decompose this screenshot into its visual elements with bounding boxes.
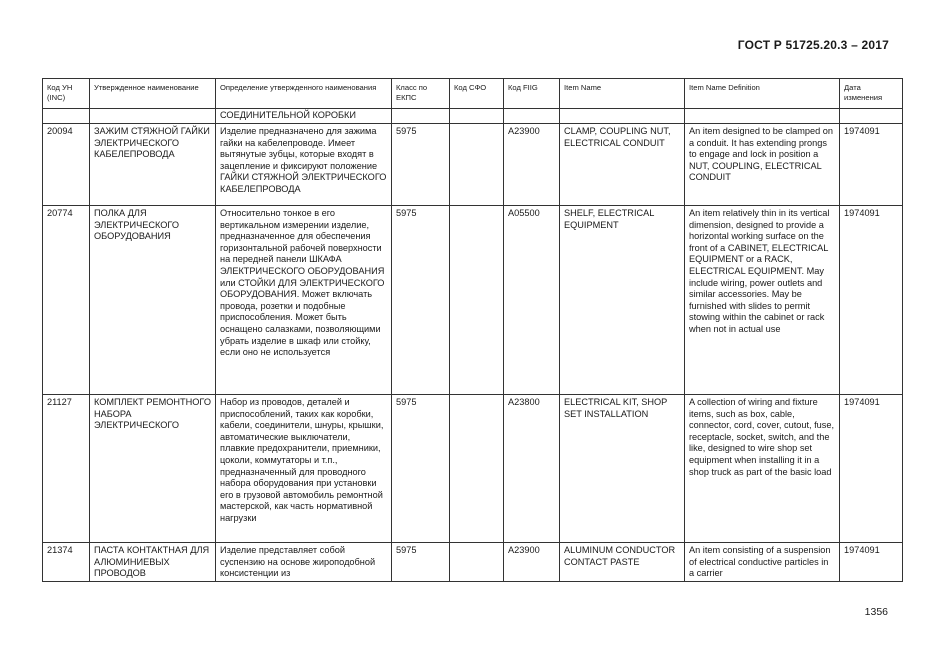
cell-item-definition: An item consisting of a suspension of electrical conductive particles in a carrier bbox=[685, 543, 840, 582]
cell-item-definition: An item designed to be clamped on a conduit. It has extending prongs to engage and lock in position a NUT, COUPLING, ELECTRICAL CONDUIT bbox=[685, 124, 840, 206]
document-standard-id: ГОСТ Р 51725.20.3 – 2017 bbox=[737, 38, 889, 52]
cell-item-name: ALUMINUM CONDUCTOR CONTACT PASTE bbox=[560, 543, 685, 582]
cell-empty bbox=[392, 109, 450, 124]
cell-empty bbox=[504, 109, 560, 124]
cell-fiig: A23900 bbox=[504, 124, 560, 206]
cell-fiig: A05500 bbox=[504, 206, 560, 395]
cell-empty bbox=[43, 109, 90, 124]
cell-empty bbox=[685, 109, 840, 124]
cell-date: 1974091 bbox=[840, 543, 903, 582]
cell-name: ПАСТА КОНТАКТНАЯ ДЛЯ АЛЮМИНИЕВЫХ ПРОВОДОВ bbox=[90, 543, 216, 582]
cell-name: КОМПЛЕКТ РЕМОНТНОГО НАБОРА ЭЛЕКТРИЧЕСКОГО bbox=[90, 395, 216, 543]
col-header-definition: Определение утвержденного наименования bbox=[216, 79, 392, 109]
col-header-date: Дата изменения bbox=[840, 79, 903, 109]
cell-definition: Изделие предназначено для зажима гайки на кабелепроводе. Имеет вытянутые зубцы, которые входят в зацепление и фиксируют положение ГАЙКИ СТЯЖНОЙ ЭЛЕКТРИЧЕСКОГО КАБЕЛЕПРОВОДА bbox=[216, 124, 392, 206]
cell-item-name: CLAMP, COUPLING NUT, ELECTRICAL CONDUIT bbox=[560, 124, 685, 206]
table-row bbox=[43, 543, 903, 582]
cell-date: 1974091 bbox=[840, 395, 903, 543]
cell-item-definition: A collection of wiring and fixture items, such as box, cable, connector, cord, cover, cutout, fuse, receptacle, socket, switch, and the like, designed to wire shop set equipment when installing it in a shop truck as part of the basic load bbox=[685, 395, 840, 543]
cell-item-name: SHELF, ELECTRICAL EQUIPMENT bbox=[560, 206, 685, 395]
cell-empty bbox=[90, 109, 216, 124]
cell-definition: Изделие представляет собой суспензию на основе жироподобной консистенции из bbox=[216, 543, 392, 582]
cell-fiig: A23900 bbox=[504, 543, 560, 582]
cell-sfo bbox=[450, 543, 504, 582]
cell-inc: 20094 bbox=[43, 124, 90, 206]
cell-item-name: ELECTRICAL KIT, SHOP SET INSTALLATION bbox=[560, 395, 685, 543]
cell-class: 5975 bbox=[392, 543, 450, 582]
cell-class: 5975 bbox=[392, 206, 450, 395]
cell-sfo bbox=[450, 395, 504, 543]
col-header-inc: Код УН (INC) bbox=[43, 79, 90, 109]
cell-inc: 21374 bbox=[43, 543, 90, 582]
continuation-row bbox=[43, 109, 903, 124]
cell-definition: Набор из проводов, деталей и приспособлений, таких как коробки, кабели, соединители, шнуры, крышки, автоматические выключатели, плавкие предохранители, приемники, цоколи, коммутаторы и т.п., предназначенный для проводного набора оборудования при установки его в грузовой автомобиль ремонтной мастерской, как часть нормативной нагрузки bbox=[216, 395, 392, 543]
page-number: 1356 bbox=[864, 606, 888, 618]
table-row bbox=[43, 206, 903, 395]
table-header-row bbox=[43, 79, 903, 109]
cell-empty bbox=[560, 109, 685, 124]
cell-inc: 21127 bbox=[43, 395, 90, 543]
cell-empty bbox=[450, 109, 504, 124]
cell-class: 5975 bbox=[392, 395, 450, 543]
table-row bbox=[43, 124, 903, 206]
continuation-text: СОЕДИНИТЕЛЬНОЙ КОРОБКИ bbox=[216, 109, 392, 124]
cell-definition: Относительно тонкое в его вертикальном измерении изделие, предназначенное для обеспечения горизонтальной рабочей поверхности на передней панели ШКАФА ЭЛЕКТРИЧЕСКОГО ОБОРУДОВАНИЯ или СТОЙКИ ДЛЯ ЭЛЕКТРИЧЕСКОГО ОБОРУДОВАНИЯ. Может включать провода, розетки и подобные приспособления. Может быть оснащено салазками, позволяющими убрать изделие в шкаф или стойку, если оно не используется bbox=[216, 206, 392, 395]
cell-date: 1974091 bbox=[840, 206, 903, 395]
classifier-table bbox=[42, 78, 903, 582]
cell-sfo bbox=[450, 206, 504, 395]
col-header-class: Класс по ЕКПС bbox=[392, 79, 450, 109]
col-header-fiig: Код FIIG bbox=[504, 79, 560, 109]
cell-fiig: A23800 bbox=[504, 395, 560, 543]
cell-name: ЗАЖИМ СТЯЖНОЙ ГАЙКИ ЭЛЕКТРИЧЕСКОГО КАБЕЛЕПРОВОДА bbox=[90, 124, 216, 206]
col-header-item-name: Item Name bbox=[560, 79, 685, 109]
cell-inc: 20774 bbox=[43, 206, 90, 395]
col-header-item-definition: Item Name Definition bbox=[685, 79, 840, 109]
table-row bbox=[43, 395, 903, 543]
col-header-name: Утвержденное наименование bbox=[90, 79, 216, 109]
cell-sfo bbox=[450, 124, 504, 206]
cell-empty bbox=[840, 109, 903, 124]
cell-item-definition: An item relatively thin in its vertical dimension, designed to provide a horizontal working surface on the front of a CABINET, ELECTRICAL EQUIPMENT or a RACK, ELECTRICAL EQUIPMENT. May include wiring, power outlets and similar accessories. May be furnished with slides to permit stowing within the cabinet or rack when not in actual use bbox=[685, 206, 840, 395]
cell-date: 1974091 bbox=[840, 124, 903, 206]
cell-name: ПОЛКА ДЛЯ ЭЛЕКТРИЧЕСКОГО ОБОРУДОВАНИЯ bbox=[90, 206, 216, 395]
cell-class: 5975 bbox=[392, 124, 450, 206]
col-header-sfo: Код СФО bbox=[450, 79, 504, 109]
